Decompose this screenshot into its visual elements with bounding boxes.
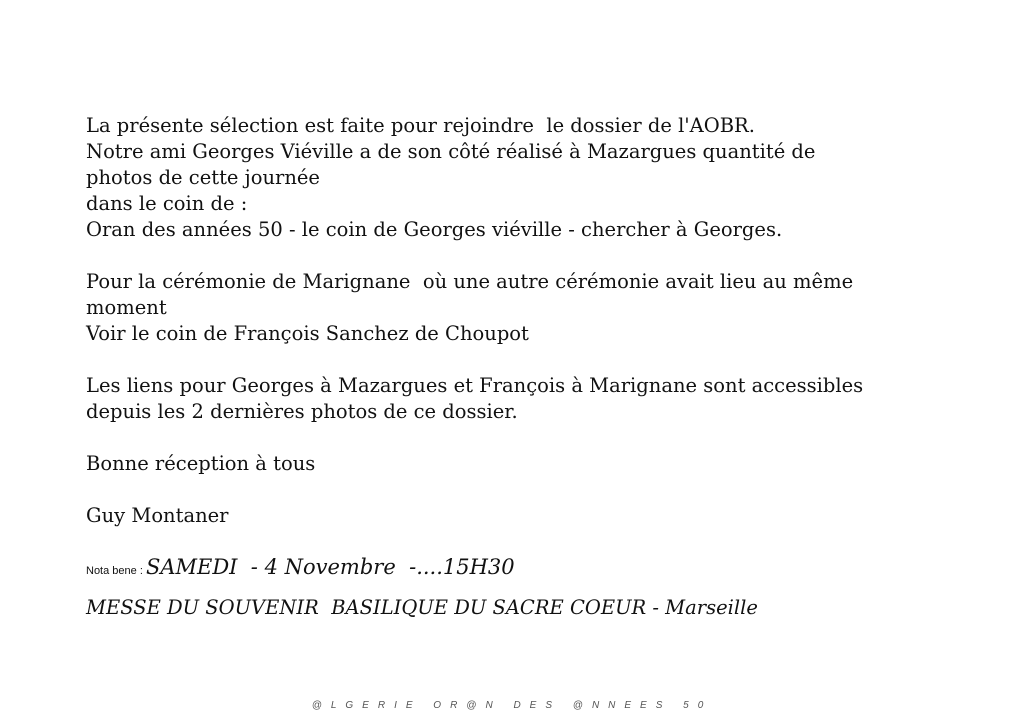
- text-line: Pour la cérémonie de Marignane où une autre cérémonie avait lieu au même: [86, 270, 854, 293]
- messe-announcement: MESSE DU SOUVENIR BASILIQUE DU SACRE COEUR - Marseille: [86, 596, 758, 619]
- text-line: La présente sélection est faite pour rejoindre le dossier de l'AOBR.: [86, 114, 755, 137]
- text-line: moment: [86, 296, 167, 319]
- nota-bene: [86, 553, 515, 585]
- paragraph-signature: [86, 503, 946, 529]
- nota-bene-label: Nota bene :: [86, 565, 146, 577]
- text-line: Notre ami Georges Viéville a de son côté réalisé à Mazargues quantité de: [86, 140, 816, 163]
- footer-watermark: @LGERIE OR@N DES @NNEES 50: [311, 700, 713, 711]
- text-line: photos de cette journée: [86, 166, 320, 189]
- signature-name: Guy Montaner: [86, 504, 229, 527]
- text-line: dans le coin de :: [86, 192, 248, 215]
- document-body: [86, 113, 946, 529]
- paragraph-marignane: [86, 269, 946, 347]
- paragraph-aobr-selection: [86, 113, 946, 243]
- text-line: Voir le coin de François Sanchez de Choupot: [86, 322, 529, 345]
- paragraph-links: [86, 373, 946, 425]
- text-line: Oran des années 50 - le coin de Georges viéville - chercher à Georges.: [86, 218, 783, 241]
- text-line: Les liens pour Georges à Mazargues et François à Marignane sont accessibles: [86, 374, 864, 397]
- nota-bene-date: SAMEDI - 4 Novembre -....15H30: [145, 555, 515, 579]
- text-line: Bonne réception à tous: [86, 452, 316, 475]
- paragraph-greeting: [86, 451, 946, 477]
- text-line: depuis les 2 dernières photos de ce dossier.: [86, 400, 518, 423]
